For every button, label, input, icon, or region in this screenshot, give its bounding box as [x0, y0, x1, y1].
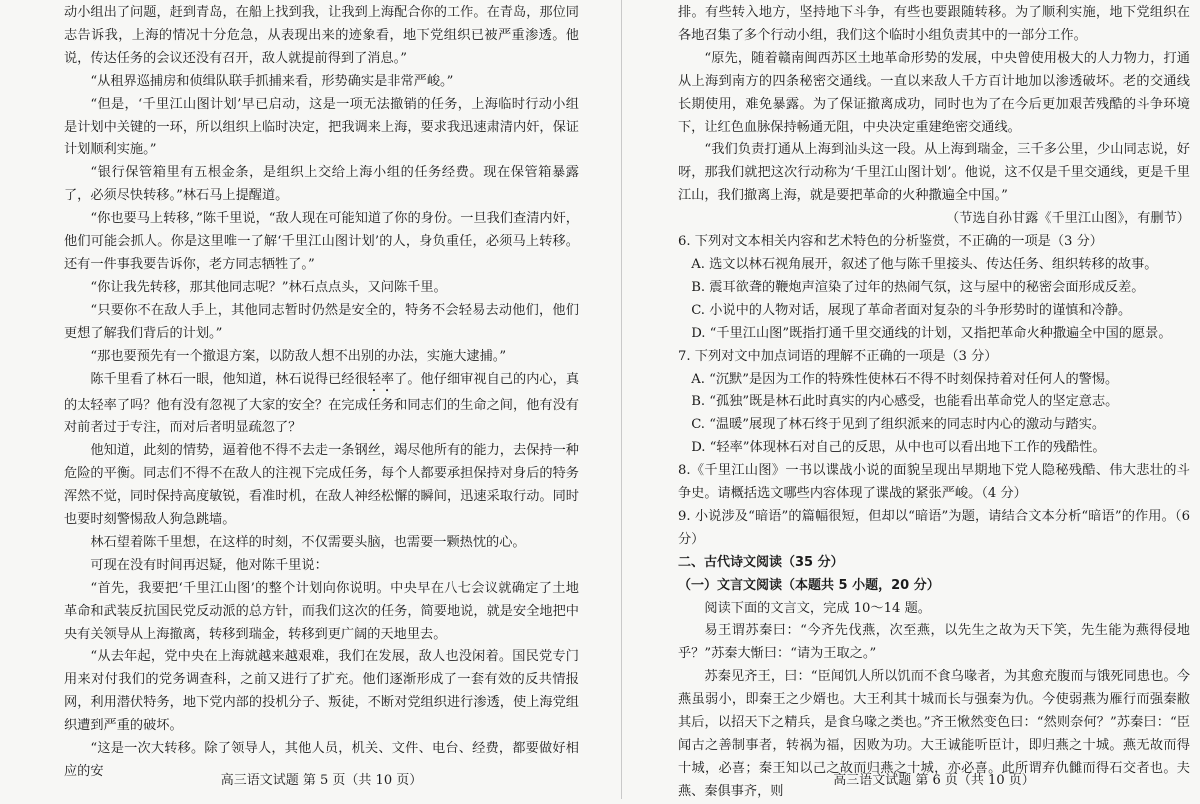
page-divider — [621, 0, 622, 799]
passage-paragraph: “你让我先转移，那其他同志呢？”林石点点头，又问陈千里。 — [90, 279, 447, 295]
right-page-body — [678, 2, 1190, 804]
passage-paragraph: “从租界巡捕房和侦缉队联手抓捕来看，形势确实是非常严峻。” — [90, 73, 454, 89]
passage-text: 了。他仔细审视自己的内心，真的太轻率了吗？他有没有忽视了大家的安全？在完成任务和同志们的生命之间，他有没有对前者过于专注，而对后者明显疏忽了？ — [64, 371, 580, 436]
passage-paragraph: 排。有些转入地方，坚持地下斗争，有些也要跟随转移。为了顺利实施，地下党组织在各地召集了多个行动小组，我们这个临时小组负责其中的一部分工作。 — [678, 5, 1190, 43]
question-6-option: A. 选文以林石视角展开，叙述了他与陈千里接头、传达任务、组织转移的故事。 — [691, 256, 1158, 272]
passage-paragraph: “我们负责打通从上海到汕头这一段。从上海到瑞金，三千多公里，少山同志说，好呀，那我们就把这次行动称为‘千里江山图计划’。他说，这不仅是千里交通线，更是千里江山，我们撤离上海，就是要把革命的火种撒遍全中国。” — [678, 142, 1190, 204]
left-page-body — [64, 2, 579, 784]
page-footer: 高三语文试题 第 5 页（共 10 页） — [220, 773, 423, 789]
passage-paragraph: 林石望着陈千里想，在这样的时刻，不仅需要头脑，也需要一颗热忱的心。 — [90, 534, 526, 550]
question-8: 8.《千里江山图》一书以谍战小说的面貌呈现出早期地下党人隐秘残酷、伟大悲壮的斗争史。请概括选文哪些内容体现了谍战的紧张严峻。（4 分） — [678, 463, 1190, 502]
passage-paragraph: “原先，随着赣南闽西苏区土地革命形势的发展，中央曾使用极大的人力物力，打通从上海到南方的四条秘密交通线。一直以来敌人千方百计地加以渗透破坏。老的交通线长期使用，难免暴露。为了保证撤离成功，同时也为了在今后更加艰苦残酷的斗争环境下，让红色血脉保持畅通无阻，中央决定重建绝密交通线。 — [678, 50, 1190, 135]
passage-paragraph: “只要你不在敌人手上，其他同志暂时仍然是安全的，特务不会轻易去动他们，他们更想了解我们背后的计划。” — [64, 302, 579, 341]
left-page — [64, 0, 579, 799]
question-9: 9. 小说涉及“暗语”的篇幅很短，但却以“暗语”为题，请结合文本分析“暗语”的作用。（6 分） — [678, 508, 1190, 547]
question-6-option: B. 震耳欲聋的鞭炮声渲染了过年的热闹气氛，这与屋中的秘密会面形成反差。 — [691, 279, 1145, 295]
classical-paragraph: 苏秦见齐王，曰：“臣闻饥人所以饥而不食乌喙者，为其愈充腹而与饿死同患也。今燕虽弱小，即秦王之少婿也。大王利其十城而长与强秦为仇。今使弱燕为雁行而强秦敝其后，以招天下之精兵，是食乌喙之类也。”齐王愀然变色曰：“然则奈何？”苏秦曰：“臣闻古之善制事者，转祸为福，因败为功。大王诚能听臣计，即归燕之十城。燕无故而得十城，必喜；秦王知以己之故而归燕之十城，亦必喜。此所谓弃仇雠而得石交者也。夫燕、秦俱事齐，则 — [678, 669, 1190, 799]
passage-paragraph: “银行保管箱里有五根金条，是组织上交给上海小组的任务经费。现在保管箱暴露了，必须尽快转移。”林石马上提醒道。 — [64, 165, 579, 204]
question-7-stem: 7. 下列对文中加点词语的理解不正确的一项是（3 分） — [678, 348, 998, 364]
question-6-stem: 6. 下列对文本相关内容和艺术特色的分析鉴赏，不正确的一项是（3 分） — [678, 234, 1103, 250]
passage-paragraph-dotted — [64, 369, 579, 441]
passage-paragraph: “那也要预先有一个撤退方案，以防敌人想不出别的办法，实施大逮捕。” — [90, 348, 507, 364]
question-7-option: B. “孤独”既是林石此时真实的内心感受，也能看出革命党人的坚定意志。 — [691, 394, 1119, 410]
question-7-option: C. “温暖”展现了林石终于见到了组织派来的同志时内心的激动与踏实。 — [691, 417, 1106, 433]
passage-paragraph: “这是一次大转移。除了领导人，其他人员，机关、文件、电台、经费，都要做好相应的安 — [64, 741, 579, 779]
subsection-heading: （一）文言文阅读（本题共 5 小题，20 分） — [678, 577, 940, 593]
question-7-option: A. “沉默”是因为工作的特殊性使林石不得不时刻保持着对任何人的警惕。 — [691, 371, 1119, 387]
page-footer: 高三语文试题 第 6 页（共 10 页） — [833, 773, 1035, 789]
reading-instruction: 阅读下面的文言文，完成 10～14 题。 — [704, 600, 931, 616]
passage-paragraph: “你也要马上转移，”陈千里说，“敌人现在可能知道了你的身份。一旦我们查清内奸，他们可能会抓人。你是这里唯一了解‘千里江山图计划’的人，身负重任，必须马上转移。还有一件事我要告诉你，老方同志牺牲了。” — [64, 211, 579, 272]
section-heading: 二、古代诗文阅读（35 分） — [678, 554, 844, 570]
passage-paragraph: 可现在没有时间再迟疑，他对陈千里说： — [90, 557, 328, 573]
dotted-word: 轻率 — [367, 371, 395, 387]
source-note: （节选自孙甘露《千里江山图》，有删节） — [946, 211, 1190, 227]
question-6-option: C. 小说中的人物对话，展现了革命者面对复杂的斗争形势时的谨慎和冷静。 — [691, 302, 1132, 318]
passage-paragraph: “但是，‘千里江山图计划’早已启动，这是一项无法撤销的任务，上海临时行动小组是计划中关键的一环，所以组织上临时决定，把我调来上海，要求我迅速肃清内奸，保证计划顺利实施。” — [64, 96, 579, 158]
right-page — [678, 0, 1190, 799]
classical-paragraph: 易王谓苏秦曰：“今齐先伐燕，次至燕，以先生之故为天下笑，先生能为燕得侵地乎？”苏秦大惭曰：“请为王取之。” — [678, 623, 1190, 662]
passage-paragraph: “从去年起，党中央在上海就越来越艰难，我们在发展，敌人也没闲着。国民党专门用来对付我们的党务调查科，之前又进行了扩充。他们逐渐形成了一套有效的反共情报网，利用潜伏特务，地下党内部的投机分子、叛徒，不断对党组织进行渗透，使上海党组织遭到严重的破坏。 — [64, 649, 579, 734]
question-7-option: D. “轻率”体现林石对自己的反思，从中也可以看出地下工作的残酷性。 — [691, 440, 1106, 456]
question-6-option: D. “千里江山图”既指打通千里交通线的计划，又指把革命火种撒遍全中国的愿景。 — [691, 325, 1172, 341]
passage-paragraph: “首先，我要把‘千里江山图’的整个计划向你说明。中央早在八七会议就确定了土地革命和武装反抗国民党反动派的总方针，而我们这次的任务，简要地说，就是安全地把中央有关领导从上海撤离，转移到瑞金，转移到更广阔的天地里去。 — [64, 580, 579, 642]
passage-text: 陈千里看了林石一眼，他知道，林石说得已经很 — [90, 371, 368, 387]
passage-paragraph: 他知道，此刻的情势，逼着他不得不去走一条钢丝，竭尽他所有的能力，去保持一种危险的平衡。同志们不得不在敌人的注视下完成任务，每个人都要承担保持对身后的特务浑然不觉，同时保持高度敏锐，看准时机，在敌人神经松懈的瞬间，迅速采取行动。同时也要时刻警惕敌人狗急跳墙。 — [64, 443, 579, 528]
passage-paragraph: 动小组出了问题，赶到青岛，在船上找到我，让我到上海配合你的工作。在青岛，那位同志告诉我，上海的情况十分危急，从表现出来的迹象看，地下党组织已被严重渗透。他说，传达任务的会议还没有召开，敌人就提前得到了消息。” — [64, 5, 579, 66]
